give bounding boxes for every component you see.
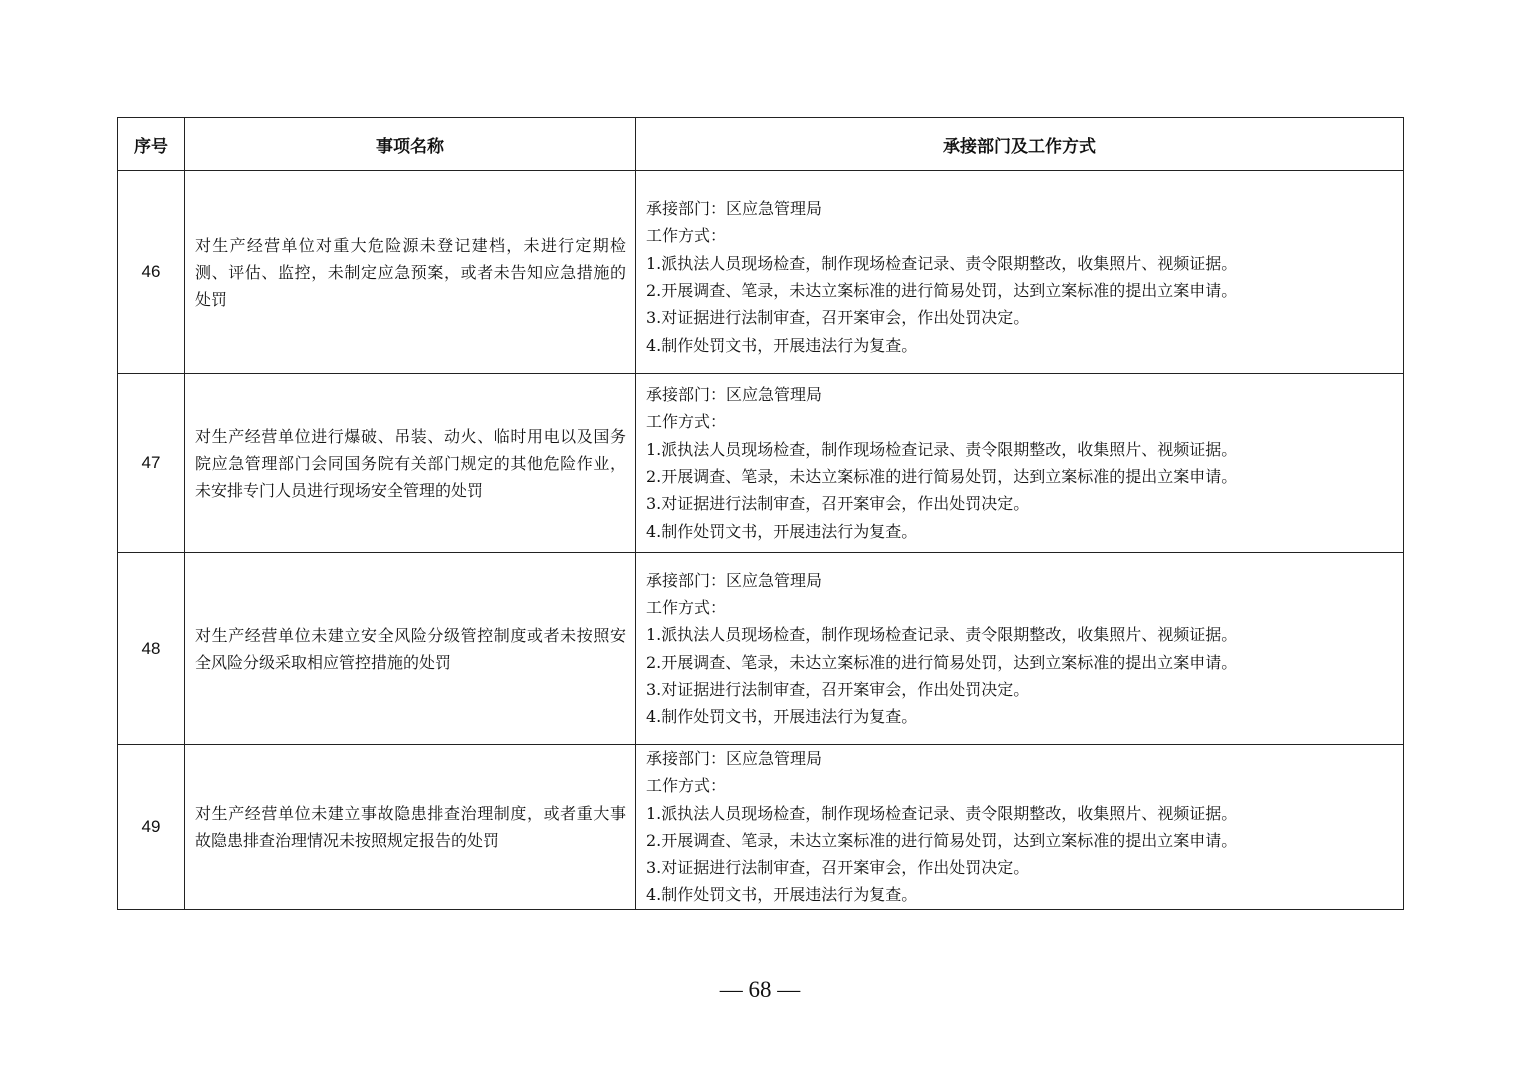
dept-line: 承接部门：区应急管理局 [646, 385, 823, 405]
dept-and-method [636, 745, 1404, 910]
dept-and-method [636, 171, 1404, 374]
method-step: 4.制作处罚文书，开展违法行为复查。 [646, 707, 918, 727]
row-number: 46 [118, 171, 185, 374]
method-step: 2.开展调查、笔录，未达立案标准的进行简易处罚，达到立案标准的提出立案申请。 [646, 652, 1238, 672]
row-number: 48 [118, 553, 185, 745]
method-step: 4.制作处罚文书，开展违法行为复查。 [646, 521, 918, 541]
method-step: 3.对证据进行法制审查，召开案审会，作出处罚决定。 [646, 494, 1030, 514]
method-label: 工作方式： [646, 412, 727, 432]
page-number: — 68 — [719, 977, 801, 1002]
dept-line: 承接部门：区应急管理局 [646, 749, 823, 768]
method-label: 工作方式： [646, 597, 727, 617]
method-label: 工作方式： [646, 776, 727, 796]
method-step: 3.对证据进行法制审查，召开案审会，作出处罚决定。 [646, 679, 1030, 699]
table-row [118, 171, 1404, 374]
table-row [118, 745, 1404, 910]
item-name: 对生产经营单位未建立安全风险分级管控制度或者未按照安全风险分级采取相应管控措施的处罚 [185, 553, 636, 745]
header-num: 序号 [118, 118, 185, 171]
document-table [117, 117, 1404, 910]
method-step: 3.对证据进行法制审查，召开案审会，作出处罚决定。 [646, 308, 1030, 328]
row-number: 49 [118, 745, 185, 910]
method-step: 1.派执法人员现场检查，制作现场检查记录、责令限期整改，收集照片、视频证据。 [646, 625, 1238, 645]
header-dept: 承接部门及工作方式 [636, 118, 1404, 171]
method-step: 2.开展调查、笔录，未达立案标准的进行简易处罚，达到立案标准的提出立案申请。 [646, 830, 1238, 850]
table-header-row [118, 118, 1404, 171]
dept-line: 承接部门：区应急管理局 [646, 199, 823, 219]
dept-and-method [636, 553, 1404, 745]
item-name: 对生产经营单位未建立事故隐患排查治理制度，或者重大事故隐患排查治理情况未按照规定报告的处罚 [185, 745, 636, 910]
method-step: 1.派执法人员现场检查，制作现场检查记录、责令限期整改，收集照片、视频证据。 [646, 253, 1238, 273]
method-step: 1.派执法人员现场检查，制作现场检查记录、责令限期整改，收集照片、视频证据。 [646, 803, 1238, 823]
table-row [118, 553, 1404, 745]
table-row [118, 374, 1404, 553]
method-step: 4.制作处罚文书，开展违法行为复查。 [646, 885, 918, 905]
method-step: 2.开展调查、笔录，未达立案标准的进行简易处罚，达到立案标准的提出立案申请。 [646, 281, 1238, 300]
row-number: 47 [118, 374, 185, 553]
method-step: 2.开展调查、笔录，未达立案标准的进行简易处罚，达到立案标准的提出立案申请。 [646, 467, 1238, 486]
method-step: 4.制作处罚文书，开展违法行为复查。 [646, 335, 918, 355]
method-step: 3.对证据进行法制审查，召开案审会，作出处罚决定。 [646, 858, 1030, 878]
method-label: 工作方式： [646, 226, 727, 246]
method-step: 1.派执法人员现场检查，制作现场检查记录、责令限期整改，收集照片、视频证据。 [646, 439, 1238, 459]
header-name: 事项名称 [185, 118, 636, 171]
item-name: 对生产经营单位进行爆破、吊装、动火、临时用电以及国务院应急管理部门会同国务院有关部门规定的其他危险作业，未安排专门人员进行现场安全管理的处罚 [185, 374, 636, 553]
item-name: 对生产经营单位对重大危险源未登记建档，未进行定期检测、评估、监控，未制定应急预案，或者未告知应急措施的处罚 [185, 171, 636, 374]
dept-and-method [636, 374, 1404, 553]
dept-line: 承接部门：区应急管理局 [646, 570, 823, 590]
